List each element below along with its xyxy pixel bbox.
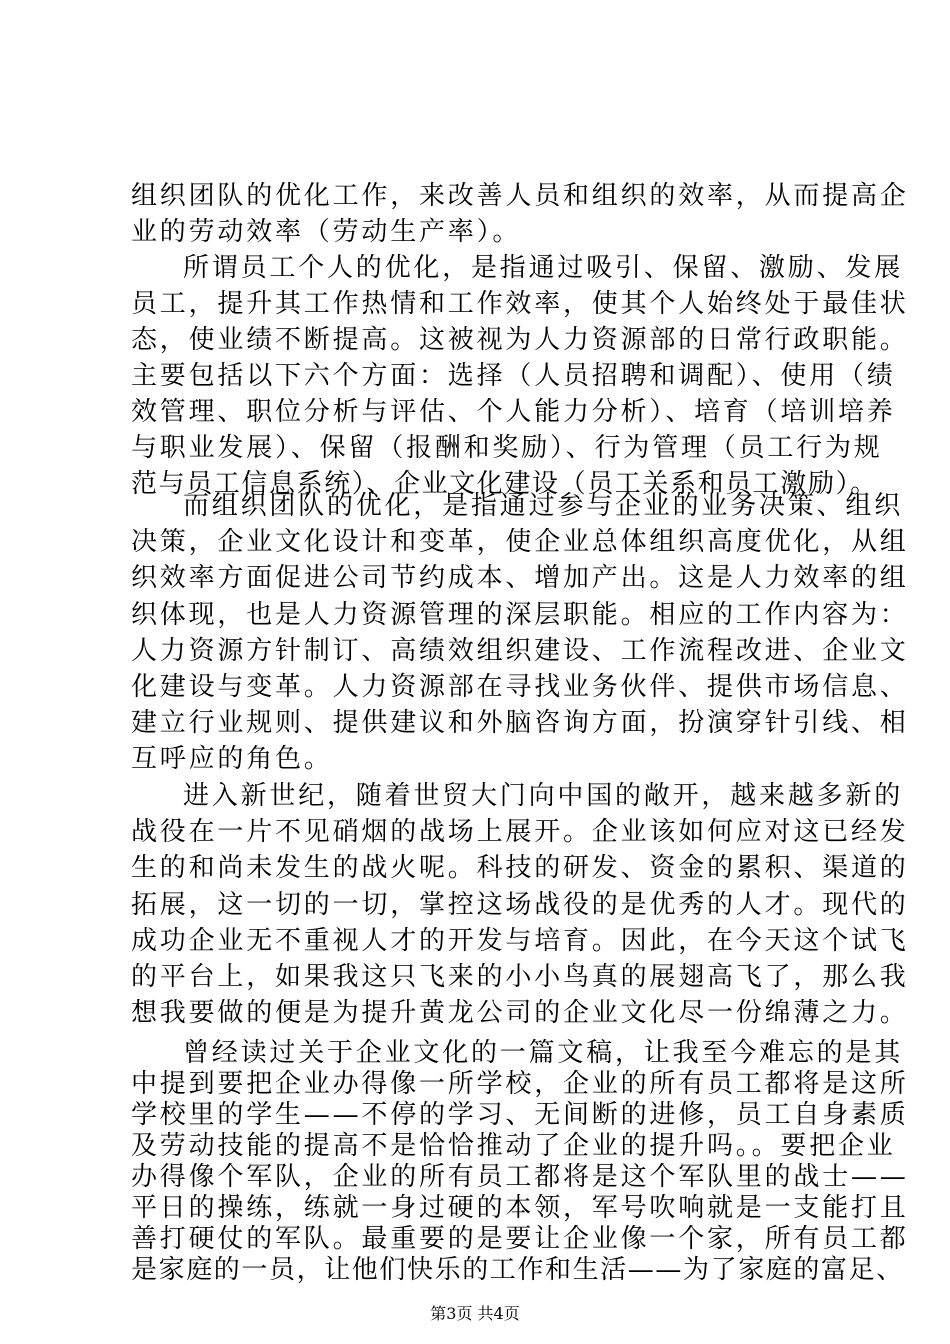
- paragraph-line: 中提到要把企业办得像一所学校，企业的所有员工都将是这所: [131, 1069, 909, 1099]
- paragraph-line: 主要包括以下六个方面：选择（人员招聘和调配）、使用（绩: [131, 361, 896, 391]
- paragraph-line: 是家庭的一员，让他们快乐的工作和生活——为了家庭的富足、: [131, 1255, 904, 1285]
- paragraph-line: 与职业发展）、保留（报酬和奖励）、行为管理（员工行为规: [131, 433, 883, 463]
- paragraph-line: 生的和尚未发生的战火呢。科技的研发、资金的累积、渠道的: [131, 853, 909, 884]
- paragraph-line: 态，使业绩不断提高。这被视为人力资源部的日常行政职能。: [131, 325, 909, 355]
- paragraph-line: 成功企业无不重视人才的开发与培育。因此，在今天这个试飞: [131, 925, 909, 956]
- paragraph-line: 学校里的学生——不停的学习、无间断的进修，员工自身素质: [131, 1100, 909, 1130]
- paragraph-line: 织体现，也是人力资源管理的深层职能。相应的工作内容为：: [131, 599, 909, 630]
- paragraph-line: 织效率方面促进公司节约成本、增加产出。这是人力效率的组: [131, 563, 909, 594]
- page-number-footer: 第3页 共4页: [430, 1304, 520, 1323]
- paragraph-line: 化建设与变革。人力资源部在寻找业务伙伴、提供市场信息、: [131, 672, 909, 702]
- paragraph-line: 员工，提升其工作热情和工作效率，使其个人始终处于最佳状: [131, 289, 909, 319]
- paragraph-line: 人力资源方针制订、高绩效组织建设、工作流程改进、企业文: [131, 635, 909, 666]
- paragraph-line: 组织团队的优化工作，来改善人员和组织的效率，从而提高企: [131, 181, 909, 211]
- paragraph-line: 而组织团队的优化，是指通过参与企业的业务决策、组织: [183, 491, 904, 521]
- paragraph-line: 平日的操练，练就一身过硬的本领，军号吹响就是一支能打且: [131, 1193, 909, 1223]
- paragraph-line: 办得像个军队，企业的所有员工都将是这个军队里的战士——: [131, 1162, 909, 1192]
- paragraph-line: 及劳动技能的提高不是恰恰推动了企业的提升吗。。要把企业: [131, 1131, 896, 1161]
- paragraph-line: 范与员工信息系统）、企业文化建设（员工关系和员工激励）。: [131, 469, 878, 499]
- paragraph-line: 曾经读过关于企业文化的一篇文稿，让我至今难忘的是其: [183, 1038, 904, 1068]
- paragraph-line: 善打硬仗的军队。最重要的是要让企业像一个家，所有员工都: [131, 1224, 909, 1254]
- paragraph-line: 业的劳动效率（劳动生产率）。: [131, 217, 522, 247]
- paragraph-line: 决策，企业文化设计和变革，使企业总体组织高度优化，从组: [131, 527, 909, 558]
- paragraph-line: 拓展，这一切的一切，掌控这场战役的是优秀的人才。现代的: [131, 889, 909, 920]
- paragraph-line: 想我要做的便是为提升黄龙公司的企业文化尽一份绵薄之力。: [131, 998, 909, 1029]
- paragraph-line: 建立行业规则、提供建议和外脑咨询方面，扮演穿针引线、相: [131, 708, 909, 739]
- paragraph-line: 所谓员工个人的优化，是指通过吸引、保留、激励、发展: [183, 253, 904, 283]
- paragraph-line: 进入新世纪，随着世贸大门向中国的敞开，越来越多新的: [183, 781, 904, 811]
- paragraph-line: 效管理、职位分析与评估、个人能力分析）、培育（培训培养: [131, 397, 896, 427]
- paragraph-line: 战役在一片不见硝烟的战场上展开。企业该如何应对这已经发: [131, 817, 909, 848]
- paragraph-line: 的平台上，如果我这只飞来的小小鸟真的展翅高飞了，那么我: [131, 962, 909, 992]
- paragraph-line: 互呼应的角色。: [131, 744, 333, 775]
